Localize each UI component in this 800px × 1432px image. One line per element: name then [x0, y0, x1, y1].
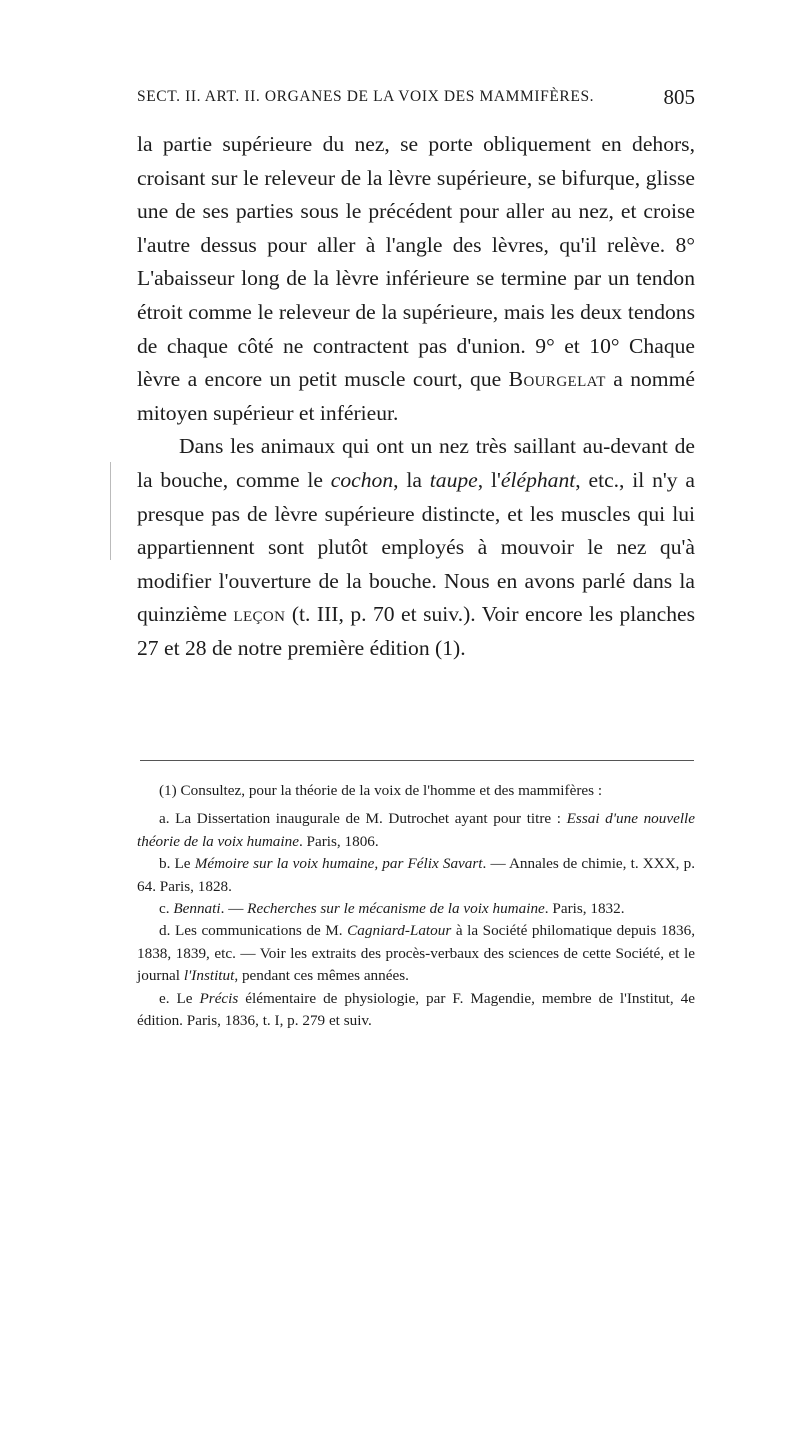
italic-term: taupe [429, 467, 478, 492]
italic-author: Cagniard-Latour [347, 922, 452, 940]
footnote-1: (1) Consultez, pour la théorie de la voix de l'homme et des mammifères : [159, 782, 603, 799]
text-run: (t. III, p. 70 et suiv.). Voir encore les planches 27 et 28 de notre première édition (1). [137, 602, 695, 660]
italic-author: Bennati [173, 900, 221, 918]
italic-title: Précis [199, 989, 239, 1007]
lesson-ref: leçon [233, 602, 286, 627]
italic-title: l'Institut [183, 967, 235, 985]
text-run: . — Annales de chimie, t. XXX, p. 64. Paris, 1828. [137, 855, 695, 895]
text-run: c. [159, 900, 174, 918]
text-run: élémentaire de physiologie, par F. Magendie, membre de l'Institut, 4e édition. Paris, 1836, t. I, p. 279 et suiv. [137, 989, 695, 1030]
footnote-rule [140, 760, 694, 761]
text-run: a nommé mitoyen supérieur et inférieur. [137, 367, 695, 425]
text-run: d. Les communications de M. [159, 922, 348, 940]
text-run: . Paris, 1806. [298, 832, 379, 850]
footnote-b [137, 853, 695, 898]
running-title: SECT. II. ART. II. ORGANES DE LA VOIX DES MAMMIFÈRES. [137, 88, 595, 105]
running-header [137, 85, 695, 109]
text-run: b. Le [159, 855, 195, 873]
page-number: 805 [663, 85, 695, 109]
margin-mark [110, 462, 111, 560]
footnote-d [137, 920, 695, 987]
text-run: a. La Dissertation inaugurale de M. Dutrochet ayant pour titre : [159, 810, 567, 828]
text-run: , etc., il n'y a presque pas de lèvre supérieure distincte, et les muscles qui lui appartiennent sont plutôt employés à mouvoir le nez qu'à modifier l'ouverture de la bouche. Nous en avons parlé dans la quinzième [137, 467, 696, 627]
italic-term: éléphant [500, 467, 576, 492]
main-text [137, 128, 695, 666]
text-run: , l' [477, 467, 501, 492]
text-run: Dans les animaux qui ont un nez très saillant au-devant de la bouche, comme le [137, 434, 695, 492]
text-run: la partie supérieure du nez, se porte obliquement en dehors, croisant sur le releveur de la lèvre supérieure, se bifurque, glisse une de ses parties sous le précédent pour aller au nez, et croise l'autre dessus pour aller à l'angle des lèvres, qu'il relève. 8° L'abaisseur long de la lèvre inférieure se termine par un tendon étroit comme le releveur de la supérieure, mais les deux tendons de chaque côté ne contractent pas d'union. 9° et 10° Chaque lèvre a encore un petit muscle court, que [137, 132, 695, 392]
footnote-e [137, 988, 695, 1033]
footnotes [137, 780, 695, 1032]
text-run: , pendant ces mêmes années. [234, 967, 409, 985]
text-run: e. Le [159, 989, 200, 1007]
text-run: . — [220, 900, 248, 918]
italic-title: Mémoire sur la voix humaine, par Félix Savart [194, 855, 483, 873]
footnote-c [137, 898, 695, 920]
author-name: Bourgelat [508, 367, 606, 392]
text-run: à la Société philomatique depuis 1836, 1838, 1839, etc. — Voir les extraits des procès-verbaux des sciences de cette Société, et le journal [137, 922, 695, 985]
text-run: , la [393, 467, 430, 492]
italic-title: Essai d'une nouvelle théorie de la voix humaine [137, 810, 696, 850]
paragraph-2 [137, 430, 695, 665]
text-run: . Paris, 1832. [544, 900, 625, 918]
paragraph-1 [137, 128, 695, 430]
italic-title: Recherches sur le mécanisme de la voix humaine [247, 900, 545, 918]
footnote-a [137, 808, 695, 853]
italic-term: cochon [330, 467, 394, 492]
